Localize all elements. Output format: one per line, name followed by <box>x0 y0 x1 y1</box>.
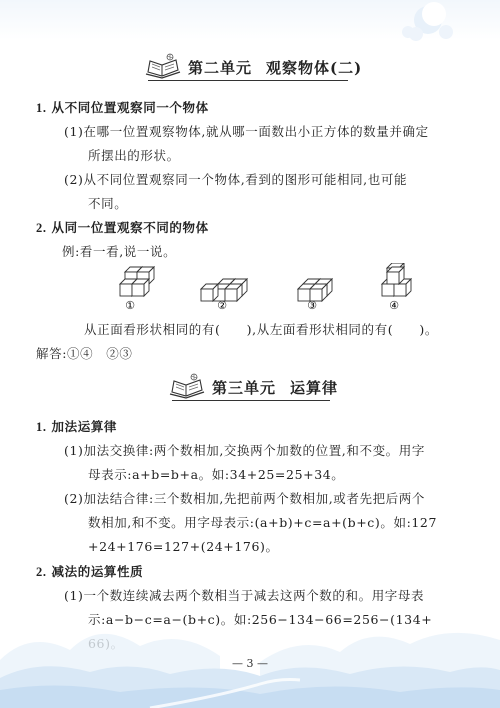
body-line: (1)加法交换律:两个数相加,交换两个加数的位置,和不变。用字 <box>64 443 425 458</box>
unit2-title-name: 观察物体(二) <box>266 58 363 77</box>
figure-label-3: ③ <box>307 299 317 312</box>
section-number: 1. <box>36 420 47 434</box>
body-line: (1)在哪一位置观察物体,就从哪一面数出小正方体的数量并确定 <box>64 124 429 139</box>
cube-figure-3 <box>298 279 332 301</box>
section-heading <box>36 417 117 435</box>
body-line: +24+176=127+(24+176)。 <box>88 539 279 554</box>
body-line: (2)从不同位置观察同一个物体,看到的图形可能相同,也可能 <box>64 172 408 187</box>
section-heading <box>36 98 209 116</box>
page-number: — 3 — <box>232 657 268 670</box>
section-title: 加法运算律 <box>51 419 118 434</box>
book-icon <box>144 52 182 82</box>
body-line: (2)加法结合律:三个数相加,先把前两个数相加,或者先把后两个 <box>64 491 425 506</box>
body-line: 示:a−b−c=a−(b+c)。如:256−134−66=256−(134+ <box>88 612 433 627</box>
unit3-title-name: 运算律 <box>290 378 339 397</box>
cube-figure-2 <box>201 279 247 301</box>
cube-figure-1 <box>120 267 154 296</box>
section-number: 2. <box>36 221 47 235</box>
unit3-title-number: 第三单元 <box>212 378 277 397</box>
section-number: 2. <box>36 565 47 579</box>
unit2-title <box>188 57 362 78</box>
section-heading <box>36 218 209 236</box>
unit3-header <box>168 372 338 402</box>
cloud-decoration <box>0 600 500 708</box>
section-heading <box>36 562 143 580</box>
unit3-title <box>212 377 338 398</box>
unit2-header <box>144 52 362 82</box>
unit3-underline <box>172 400 330 401</box>
book-icon <box>168 372 206 402</box>
answer-text: 解答:①④ ②③ <box>36 346 133 361</box>
cube-figure-4 <box>382 263 411 296</box>
body-line: (1)一个数连续减去两个数相当于减去这两个数的和。用字母表 <box>64 588 425 603</box>
figure-label-4: ④ <box>389 299 399 312</box>
body-line: 数相加,和不变。用字母表示:(a+b)+c=a+(b+c)。如:127 <box>88 515 438 530</box>
body-line: 母表示:a+b=b+a。如:34+25=25+34。 <box>88 467 345 482</box>
figure-label-2: ② <box>217 299 227 312</box>
example-label: 例:看一看,说一说。 <box>62 244 177 259</box>
unit2-title-number: 第二单元 <box>188 58 253 77</box>
section-number: 1. <box>36 101 47 115</box>
cube-figures <box>0 263 500 313</box>
moon-icon <box>398 2 458 42</box>
body-line: 不同。 <box>88 196 128 211</box>
section-title: 从不同位置观察同一个物体 <box>51 100 209 115</box>
figure-label-1: ① <box>125 299 135 312</box>
section-title: 减法的运算性质 <box>51 564 144 579</box>
unit2-underline <box>148 80 348 81</box>
question-text: 从正面看形状相同的有( ),从左面看形状相同的有( )。 <box>84 322 438 337</box>
body-line: 所摆出的形状。 <box>88 148 180 163</box>
section-title: 从同一位置观察不同的物体 <box>51 220 209 235</box>
